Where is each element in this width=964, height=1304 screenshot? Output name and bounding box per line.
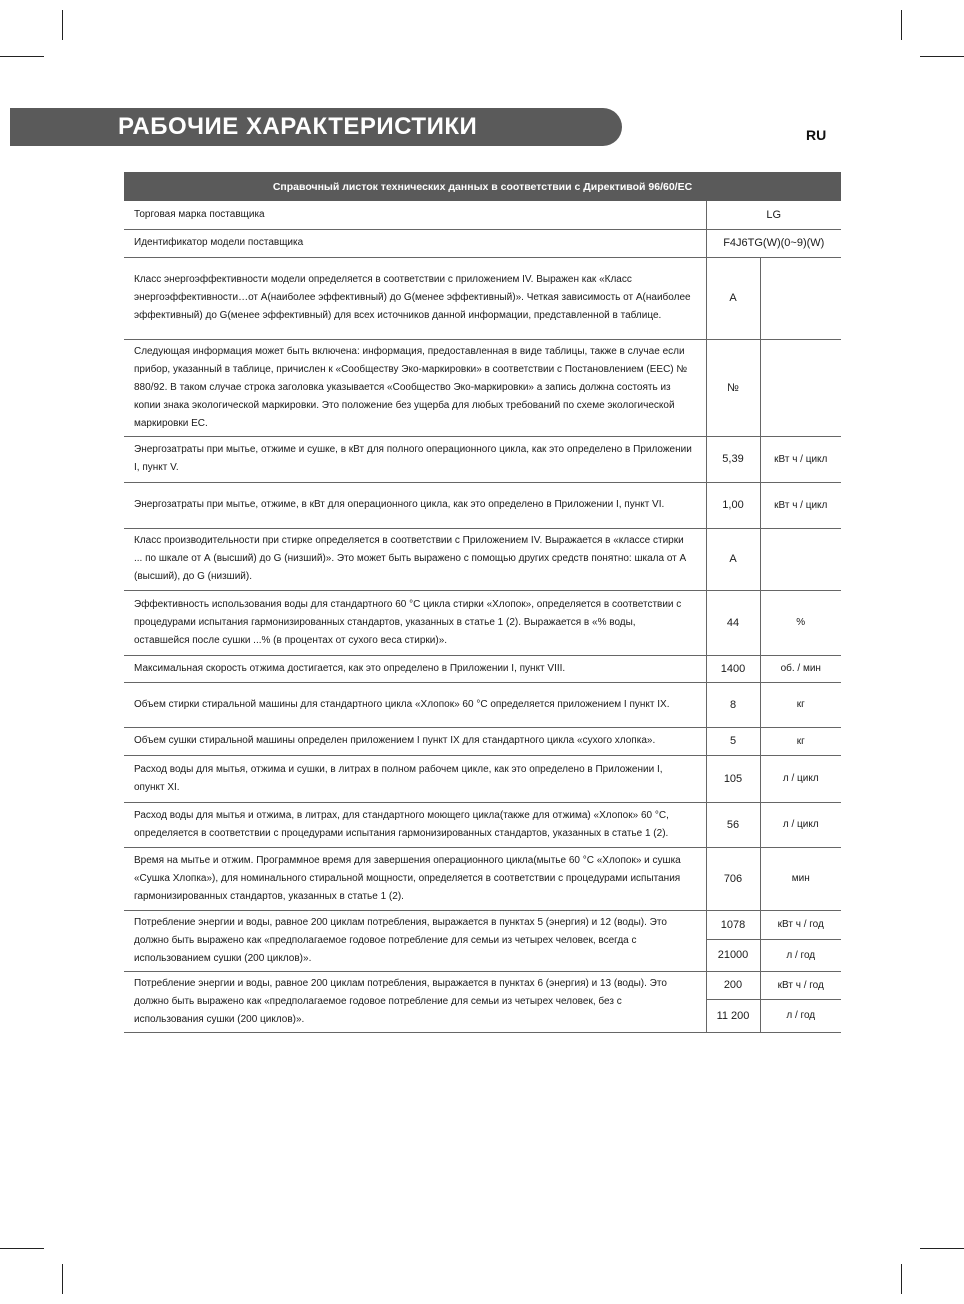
row-unit: % [760, 590, 841, 655]
row-description: Эффективность использования воды для стандартного 60 °C цикла стирки «Хлопок», определяется в соответствии с процедурами испытания гармонизированных стандартов, указанных в статье 1 (2). Выражается в «% воды, оставшейся после сушки ...% (в процентах от сухого веса стирки)». [134, 598, 682, 646]
row-value: LG [706, 201, 841, 229]
row-description: Торговая марка поставщика [134, 208, 265, 220]
table-row [124, 201, 841, 229]
row-unit: кг [760, 682, 841, 727]
spec-table [124, 172, 841, 1033]
crop-mark [62, 1264, 63, 1294]
row-description: Энергозатраты при мытье, отжиме и сушке, в кВт для полного операционного цикла, как это определено в Приложении I, пункт V. [134, 444, 692, 473]
row-unit: л / цикл [760, 755, 841, 802]
row-description: Объем сушки стиральной машины определен приложением I пункт IX для стандартного цикла «сухого хлопка». [134, 735, 656, 746]
page-title: РАБОЧИЕ ХАРАКТЕРИСТИКИ [118, 113, 478, 140]
language-code: RU [806, 127, 827, 143]
row-value: 56 [706, 802, 760, 847]
row-value: 200 [706, 971, 760, 999]
row-description: Энергозатраты при мытье, отжиме, в кВт для операционного цикла, как это определено в Приложении I, пункт VI. [134, 499, 665, 510]
row-value: 1400 [706, 655, 760, 682]
crop-mark [901, 1264, 902, 1294]
row-value: 706 [706, 847, 760, 910]
table-row [124, 482, 841, 528]
table-row [124, 257, 841, 339]
table-row [124, 229, 841, 257]
row-description: Расход воды для мытья, отжима и сушки, в литрах в полном рабочем цикле, как это определено в Приложении I, опункт XI. [134, 763, 663, 793]
row-value: 5,39 [706, 436, 760, 482]
table-row [124, 436, 841, 482]
row-unit [760, 339, 841, 436]
row-unit: кг [760, 727, 841, 755]
row-value: 21000 [706, 939, 760, 971]
table-row [124, 727, 841, 755]
row-description: Объем стирки стиральной машины для стандартного цикла «Хлопок» 60 °C определяется приложением I пункт IX. [134, 698, 670, 710]
table-row [124, 971, 841, 999]
table-row [124, 847, 841, 910]
row-unit: кВт ч / цикл [760, 436, 841, 482]
row-value: 44 [706, 590, 760, 655]
row-unit: мин [760, 847, 841, 910]
row-unit: об. / мин [760, 655, 841, 682]
row-description: Время на мытье и отжим. Программное время для завершения операционного цикла(мытье 60 °C «Хлопок» и сушка «Сушка Хлопка»), для номинального стиральной мощности, определяется в соответствии с процедурами испытания гармонизированных стандартов, указанных в статье 1 (2). [134, 854, 681, 902]
row-unit: кВт ч / цикл [760, 482, 841, 528]
crop-mark [0, 1248, 44, 1249]
row-description: Класс энергоэффективности модели определяется в соответствии с приложением IV. Выражен как «Класс энергоэффективности…от А(наиболее эффективный) до G(менее эффективный)». Четкая зависимость от А(наиболее эффективный) до G(менее эффективный) для всех источников данной информации, представленной в таблице. [134, 274, 691, 321]
row-value: 1078 [706, 910, 760, 939]
row-unit: кВт ч / год [760, 910, 841, 939]
crop-mark [62, 10, 63, 40]
row-value: 8 [706, 682, 760, 727]
row-description: Потребление энергии и воды, равное 200 циклам потребления, выражается в пунктах 5 (энергия) и 12 (воды). Это должно быть выражено как «предполагаемое годовое потребление для семьи из четырех человек, всегда с использованием сушки (200 циклов)». [134, 916, 667, 964]
row-value: F4J6TG(W)(0~9)(W) [706, 229, 841, 257]
table-row [124, 528, 841, 590]
crop-mark [920, 1248, 964, 1249]
table-row [124, 682, 841, 727]
row-value: № [706, 339, 760, 436]
row-description: Класс производительности при стирке определяется в соответствии с Приложением IV. Выражается в «классе стирки ... по шкале от А (высший) до G (низший)». Это может быть выражено с помощью других средств понятно: шкала от А (высший), до G (низший). [134, 535, 687, 582]
table-row [124, 590, 841, 655]
table-row [124, 339, 841, 436]
table-row [124, 655, 841, 682]
row-description: Расход воды для мытья и отжима, в литрах, для стандартного моющего цикла(также для отжима) «Хлопок» 60 °C, определяется в соответствии с процедурами испытания гармонизированных стандартов, указанных в статье 1 (2). [134, 809, 669, 839]
row-description: Максимальная скорость отжима достигается, как это определено в Приложении I, пункт VIII. [134, 662, 566, 674]
row-value: 1,00 [706, 482, 760, 528]
row-description: Следующая информация может быть включена: информация, предоставленная в виде таблицы, также в случае если прибор, указанный в таблице, причислен к «Сообществу Эко-маркировки» в соответствии с Постановлением (ЕЕС) № 880/92. В таком случае строка заголовка указывается «Сообщество Эко-маркировки» а запись должна состоять из копии знака экологической маркировки. Это положение без ущерба для любых требований по схеме экологической маркировки ЕС. [134, 345, 688, 429]
table-header-row [124, 172, 841, 201]
row-value: 5 [706, 727, 760, 755]
row-value: 105 [706, 755, 760, 802]
row-unit: л / год [760, 939, 841, 971]
row-value: 11 200 [706, 999, 760, 1032]
table-heading: Справочный листок технических данных в соответствии с Директивой 96/60/ЕС [124, 172, 841, 201]
crop-mark [0, 56, 44, 57]
row-description: Идентификатор модели поставщика [134, 237, 304, 248]
row-unit [760, 528, 841, 590]
row-unit: л / год [760, 999, 841, 1032]
row-unit: л / цикл [760, 802, 841, 847]
row-unit [760, 257, 841, 339]
crop-mark [901, 10, 902, 40]
crop-mark [920, 56, 964, 57]
table-row [124, 755, 841, 802]
row-description: Потребление энергии и воды, равное 200 циклам потребления, выражается в пунктах 6 (энергия) и 13 (воды). Это должно быть выражено как «предполагаемое годовое потребление для семьи из четырех человек, без с использования сушки (200 циклов)». [134, 977, 667, 1025]
table-row [124, 802, 841, 847]
table-row [124, 910, 841, 939]
row-value: A [706, 528, 760, 590]
row-unit: кВт ч / год [760, 971, 841, 999]
row-value: A [706, 257, 760, 339]
